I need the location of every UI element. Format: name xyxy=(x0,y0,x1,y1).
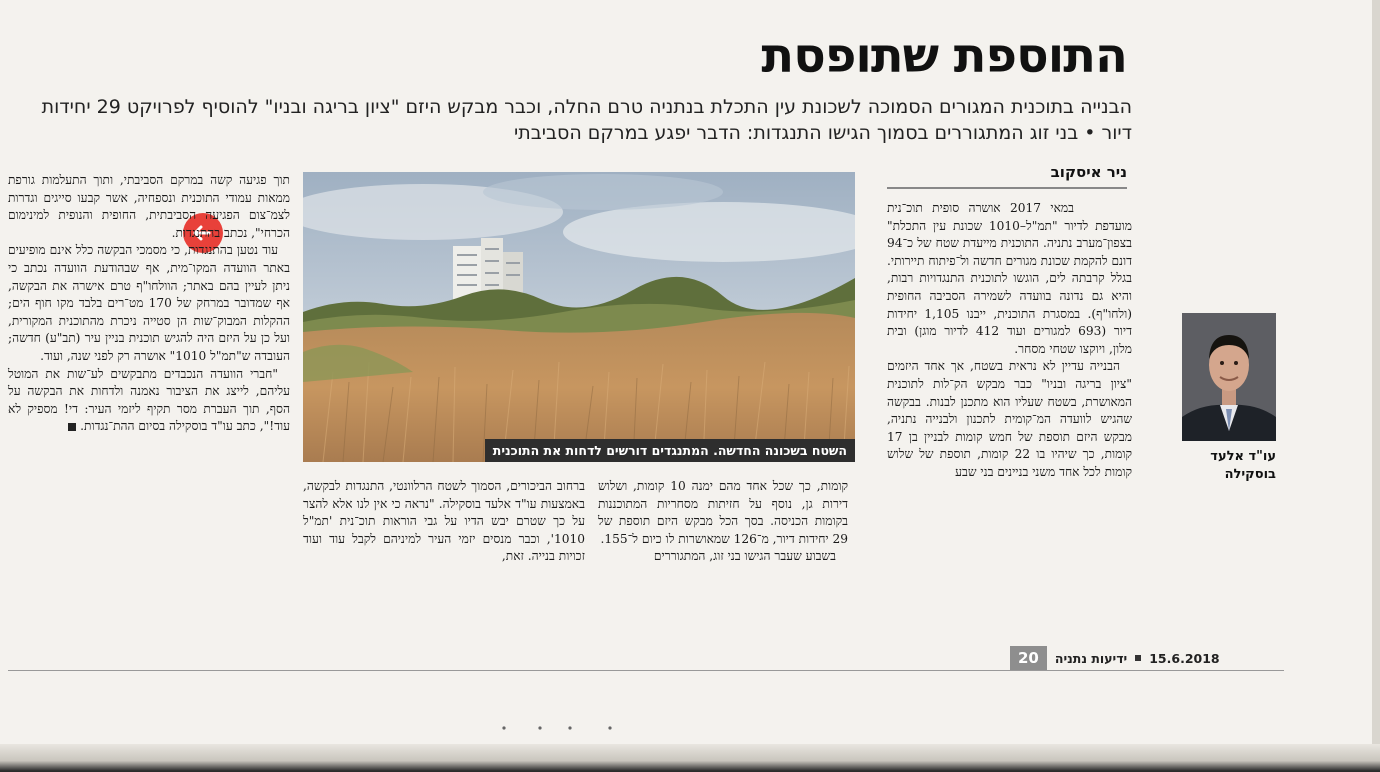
subheadline: הבנייה בתוכנית המגורים הסמוכה לשכונת עין התכלת בנתניה טרם החלה, וכבר מבקש היזם "ציון בריגה ובניו" להוסיף לפרויקט 29 יחידות דיור • בני זוג המתגוררים בסמוך הגישו התנגדות: הדבר יפגע במרקם הסביבתי xyxy=(41,96,1132,144)
photo-caption: השטח בשכונה החדשה. המתנגדים דורשים לדחות את התוכנית xyxy=(485,439,855,462)
article-photo xyxy=(303,172,855,462)
paragraph xyxy=(8,366,290,436)
headline: התוספת שתופסת xyxy=(761,28,1127,84)
byline: ניר איסקוב xyxy=(887,163,1127,189)
article-column-4 xyxy=(8,172,290,436)
field-building-image xyxy=(303,172,855,462)
author-photo xyxy=(1182,313,1276,441)
paragraph-text: "חברי הוועדה הנכבדים מתבקשים לע־שות את המוטל עליהם, לייצג את הציבור נאמנה ולדחות את הבקשה על הסף, תוך העברת מסר תקיף ליזמי העיר: די! מספיק לא עוד!", כתב עו"ד בוסקילה בסיום ההת־נגדות. xyxy=(8,366,290,434)
decorative-dots xyxy=(500,718,620,728)
issue-date: 15.6.2018 xyxy=(1149,650,1220,666)
newspaper-name: ידיעות נתניה xyxy=(1054,650,1128,666)
page-footer xyxy=(1010,646,1284,670)
paragraph: בשבוע שעבר הגישו בני זוג, המתגוררים xyxy=(653,549,836,564)
author-name-line-1: עו"ד אלעד xyxy=(1210,449,1276,464)
paragraph: במאי 2017 אושרה סופית תוכ־נית מועדפת לדיור "תמ"ל–1010 שכונת עין התכלת" בצפון־מערב נתניה. התוכנית מייעדת שטח של כ־94 דונם להקמת שכונת מגורים חדשה ול־פיתוח תיירותי. בגלל קרבתה לים, הוגשו לתוכנית התנגדויות רבות, והיא גם נדונה בוועדה לשמירה הסביבה החופית (ולחו"ף). במסגרת התוכנית, ייבנו 1,105 יחידות דיור (693 למגורים ועוד 412 לדיור מוגן) ובית מלון, ויוקצו שטחי מסחר. xyxy=(887,201,1132,356)
paragraph: קומות, כך שכל אחד מהם ימנה 10 קומות, ושלוש דירות גן, נוסף על חזיתות מסחריות המתוכננות בקומות הכניסה. בסך הכל מבקש היזם תוספת של 29 יחידות דיור, מ־126 שמאושרות לו כיום ל־155. xyxy=(598,479,848,546)
paragraph: תוך פגיעה קשה במרקם הסביבתי, ותוך התעלמות גורפת ממאות עמודי התוכנית ונספחיה, אשר קבעו סייגים וגדרות לצמ־צום הפגיעה הסביבתית, החופית והנופית למינימום הכרחי", נכתב בהתנגדות. xyxy=(8,173,290,240)
paragraph: הבנייה עדיין לא נראית בשטח, אך אחד היזמים "ציון בריגה ובניו" כבר מבקש הק־לות לתוכנית המאושרת, בשטח שעליו הוא מתכנן לבנות. בבקשה שהגיש לוועדה המ־קומית לתכנון ולבנייה נתניה, מבקש היזם תוספת של חמש קומות לבניין בן 17 קומות, כך שיהיו בו 22 קומות, תוספת של שלוש קומות לכל אחד משני בניינים בני שבע xyxy=(887,359,1133,479)
author-name-line-2: בוסקילה xyxy=(1224,467,1276,482)
page-edge-shadow xyxy=(0,744,1380,772)
footer-rule xyxy=(8,670,1284,671)
article-column-1 xyxy=(887,200,1132,482)
separator-square-icon xyxy=(1135,655,1141,661)
paragraph: ברחוב הביכורים, הסמוך לשטח הרלוונטי, התנגדות לבקשה, באמצעות עו"ד אלעד בוסקילה. "נראה כי אין לנו אלא להצר על כך שטרם יבש הדיו על גבי הוראות תוכ־נית 'תמ"ל 1010', וכבר מנסים יזמי העיר למיניהם לקבל עוד ועוד זכויות בנייה. זאת, xyxy=(303,479,585,564)
paragraph: עוד נטען בהתנגדות, כי מסמכי הבקשה כלל אינם מופיעים באתר הוועדה המקו־מית, אף שבהודעת הוועדה נכתב כי ניתן לעיין בהם באתר; הוולחו"ף טרם אישרה את הבקשה, אף שמדובר במרחק של 170 מט־רים בלבד מקו חוף הים; ההקלות המבוק־שות הן סטייה ניכרת מהתוכנית המקורית, ועל כן על היזם היה להגיש תוכנית בניין עיר (תב"ע) חדשה; העובדה ש"תמ"ל 1010" אושרה רק לפני שנה, ועוד. xyxy=(8,243,291,363)
article-column-3 xyxy=(303,478,585,566)
author-caption xyxy=(1182,448,1276,484)
article-column-2 xyxy=(598,478,848,566)
page-number: 20 xyxy=(1010,646,1047,670)
end-of-article-icon xyxy=(68,423,76,431)
